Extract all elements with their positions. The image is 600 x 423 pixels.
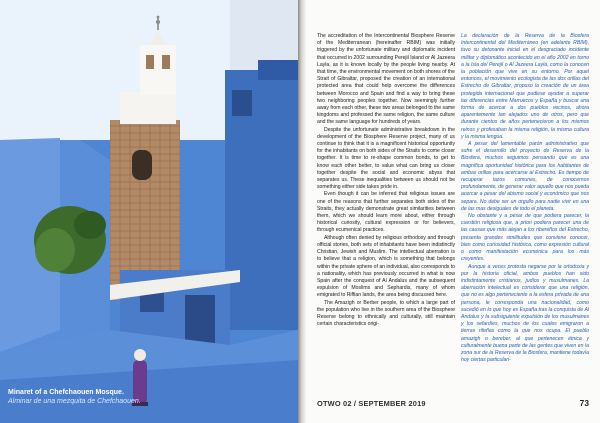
english-column <box>317 33 455 328</box>
lantern-window-right <box>162 55 170 69</box>
spanish-column <box>461 33 589 364</box>
minaret-balcony <box>120 92 176 124</box>
right-roof <box>258 60 298 80</box>
issue-label: OTWO 02 / SEPTEMBER 2019 <box>317 399 426 408</box>
spanish-paragraph: No obstante y a pesar de que podiera parecer, la cuestión religiosa que, a priori podiera parecer una de las causas que más alejan a los ribereños del Estrecho, presenta grandes similitudes que conviene conocer, bien como curiosidad histórica, como expresión cultural o como manifestación ecuménica para los más creyentes. <box>461 213 589 263</box>
lantern-window-left <box>146 55 154 69</box>
english-paragraph: Even though it can be inferred that religious issues are one of the reasons that further separates both sides of the Straits, they actually demonstrate great similarities between them, which we should learn more about, either through historical curiosity, cultural expression or for believers, through ecumenical practices. <box>317 191 455 234</box>
photo-illustration <box>0 0 298 423</box>
minaret-window <box>132 150 152 180</box>
english-paragraph: The accreditation of the Intercontinental Biosphere Reserve of the Mediterranean (hereinafter RBIM) was initially triggered by the unfortunate military and diplomatic incident that occurred in 2002 surrounding Perejil Island or Al Jazeera Layla, as it is known locally by the people living nearby. At that time, the environmental movement on both shores of the Strait of Gibraltar, proposed the creation of an international protected area that could help overcome the differences between Morocco and Spain and find a way to bring these two neighboring peoples together. Now seemingly further away from each other, these two areas belonged to the same kingdoms and professed the same religion, the same culture and the same language for hundreds of years. <box>317 33 456 126</box>
page-gutter <box>298 0 306 423</box>
page-number: 73 <box>579 398 589 408</box>
chefchaouen-photo <box>0 0 298 423</box>
spanish-paragraph: A pesar del lamentable parón administrativo que sufre el desarrollo del proyecto de Reserva de la Biosfera, muchos seguimos pensando que es una magnífica oportunidad histórica para los habitantes de ambas orillas para acercarse al Estrecho. Es tiempo de recuperar lazos comunes, de conocernos profundamente, de generar valor aquello que nos pueda acercar a pesar del abismo social y económico que nos separa. No debe ser un orgullo para nadie vivir en una de las mas desiguales de todo el planeta. <box>461 141 589 212</box>
caption-english: Minaret of a Chefchaouen Mosque. <box>8 389 124 396</box>
caption-spanish: Alminar de una mezquita de Chefchaouen. <box>8 398 141 405</box>
english-paragraph: The Amazigh or Berber people, to which a large part of the population who live in the southern area of the Biosphere Reserve belong to ethnically and culturally, still maintain certain characteristics origi- <box>317 299 455 328</box>
text-page <box>306 0 600 423</box>
photo-caption <box>8 388 208 406</box>
spanish-paragraph: Aunque a veces protesta negarse por la ortodoxia y por la historia oficial, ambos pueblos han sido indistintamente cristianos, judíos y musulmanes. La aberración intelectual es considerar que una religión, que no es algo perteneciente a la esfera privada de una persona, le corresponda una nacionalidad, como sucedió en lo que hoy es España tras la conquista de Al Andalus y la subsiguiente expulsión de los musulmanes y los sefardíes, muchos de los cuales emigraron a tierras rifeñas como la que nos ocupa. El pueblo amazigh o bereber, al que pertenecen étnica y culturalmente buena parte de las gentes que viven en la zona sur de la Reserva de la Biosfera, mantiene todavía hoy ciertas particulari- <box>461 263 589 364</box>
spanish-paragraph: La declaración de la Reserva de la Biosfera Intercontinental del Mediterráneo (en adelante RBIM), tuvo su detonante inicial en el desgraciado incidente militar y diplomático acontecido en el año 2002 en torno a la Isla del Perejil o Al Jazeera Layla, como la conocen la población que vive en su entorno. Por aquel entonces, el movimiento ecologista de las dos orillas del Estrecho de Gibraltar, propuso la creación de un área protegida internacional que pudiese ayudar a superar las diferencias entre Marruecos y España y buscar una forma de acercar a dos pueblos vecinos, ahora aparentemente tan alejados uno de otros, pero que durante cientos de años pertenecieron a los mismos reinos y profesaban la misma religión, la misma cultura y la misma lengua. <box>461 33 589 140</box>
minaret-lantern <box>140 45 176 95</box>
page-footer <box>317 399 589 411</box>
english-paragraph: Despite the unfortunate administrative breakdown in the development of the Biosphere Reserve project, many of us continue to think that it is a magnificent historical opportunity for the inhabitants on both sides of the Straits to come closer together. It is time to re-shape common bonds, to get to know each other better, to value what can bring us closer together despite the social and economic abyss that separates us. These inequalities between us should not be something either side takes pride in. <box>317 126 455 191</box>
right-window <box>232 90 252 116</box>
english-paragraph: Although often denied by religious orthodoxy and through official stories, both sets of inhabitants have been indistinctly Christian, Jewish and Muslim. The intellectual aberration is to believe that a religion, which is something that belongs within the private sphere of an individual, also corresponds to a nationality, which has previously occurred in what is now Spain after the conquest of Al Andalus and the subsequent expulsion of Moslims and Sephardis, many of whom emigrated to Riffian lands, the area being discussed here. <box>317 234 455 299</box>
